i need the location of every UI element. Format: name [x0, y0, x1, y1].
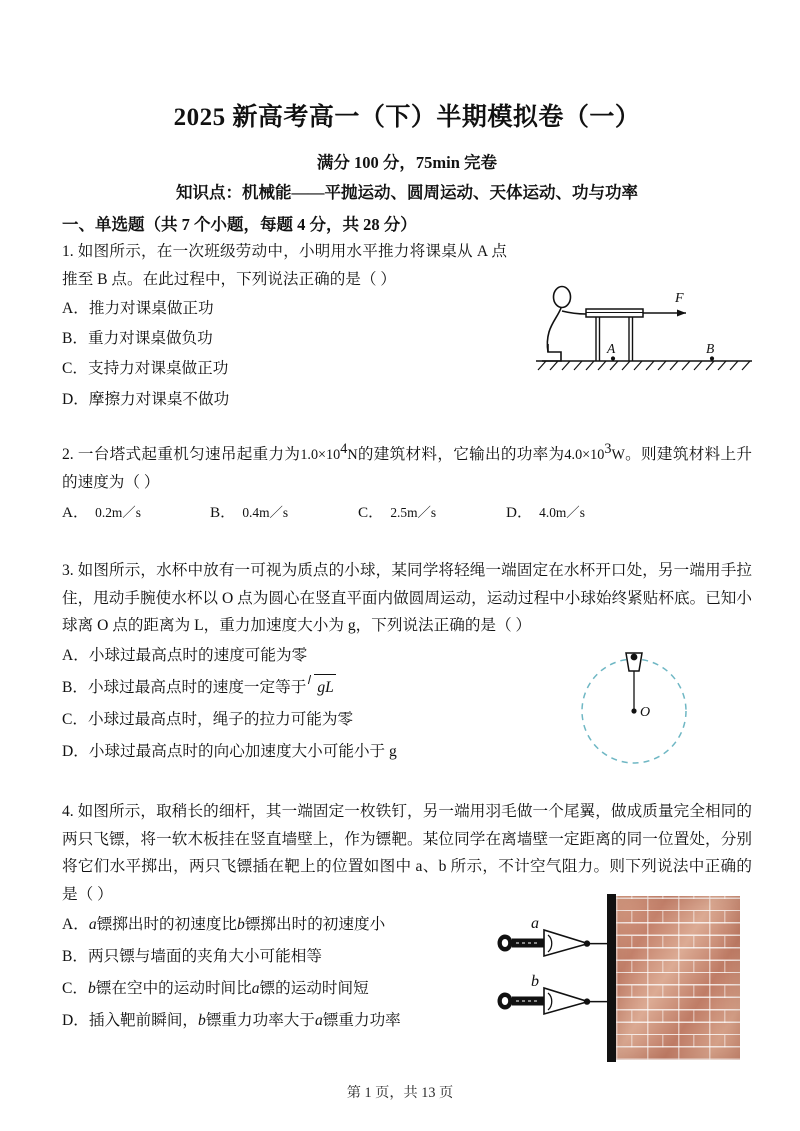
desk-push-figure — [528, 282, 760, 378]
question-2-option-d[interactable] — [506, 499, 654, 526]
question-3-option-c[interactable]: C．小球过最高点时，绳子的拉力可能为零 — [62, 710, 354, 728]
question-4-option-b-text: 两只镖与墙面的夹角大小可能相等 — [88, 947, 322, 965]
question-4-option-c-label: C． — [62, 979, 88, 997]
point-b-label: B — [706, 341, 715, 357]
question-3-option-d[interactable]: D．小球过最高点时的向心加速度大小可能小于 g — [62, 742, 397, 760]
question-4-option-a-mid: 镖掷出时的初速度比 — [96, 915, 238, 933]
question-1 — [62, 238, 752, 415]
question-2-stem-part1: 2. 一台塔式起重机匀速吊起重力为 — [62, 446, 301, 464]
person-body-icon — [547, 308, 561, 352]
dart-a-label: a — [531, 914, 539, 932]
question-2-value1-mantissa: 1.0×10 — [300, 447, 341, 464]
question-2-option-b-value: 0.4m／s — [242, 504, 289, 520]
question-4-option-d-var2: a — [315, 1011, 323, 1029]
question-4-option-d-label: D． — [62, 1011, 89, 1029]
question-4-option-a-var2: b — [237, 915, 245, 933]
section-heading-single-choice: 一、单选题（共 7 个小题，每题 4 分，共 28 分） — [62, 214, 417, 234]
question-2-value2-unit: W — [611, 447, 625, 464]
person-arm-icon — [562, 311, 586, 314]
question-1-option-b[interactable]: B．重力对课桌做负功 — [62, 330, 213, 348]
question-1-option-a[interactable]: A．推力对课桌做正功 — [62, 299, 214, 317]
darts-svg — [490, 894, 746, 1062]
question-4-option-b-label: B． — [62, 947, 88, 965]
exam-topic-line: 知识点：机械能——平抛运动、圆周运动、天体运动、功与功率 — [176, 183, 638, 203]
ball-icon — [631, 653, 638, 660]
question-2-option-c-label: C． — [358, 503, 384, 521]
question-2-option-a-value: 0.2m／s — [95, 504, 141, 520]
question-4-option-a-label: A． — [62, 915, 89, 933]
center-point-label: O — [640, 704, 651, 720]
question-4-option-a-var1: a — [88, 915, 97, 933]
dart-b-flight-icon — [544, 988, 588, 1014]
circular-motion-figure — [574, 649, 694, 767]
question-2-stem-part2: 的建筑材料，它输出的功率为 — [357, 446, 565, 464]
question-2-option-c[interactable] — [358, 499, 506, 526]
desk-push-svg — [528, 282, 760, 378]
point-b-marker-icon — [710, 357, 714, 361]
question-2 — [62, 441, 752, 526]
question-4-option-c-var2: a — [251, 979, 260, 997]
ground-hatching-icon — [538, 361, 750, 370]
sqrt-icon — [308, 672, 335, 704]
question-2-option-c-value: 2.5m／s — [390, 504, 437, 520]
question-2-stem — [62, 441, 752, 497]
person-head-icon — [554, 287, 571, 308]
question-4-option-a-end: 镖掷出时的初速度小 — [244, 915, 386, 933]
person-leg-icon — [542, 344, 561, 361]
question-2-option-a[interactable] — [62, 499, 210, 526]
question-4-option-d-tail: 镖重力功率 — [322, 1011, 401, 1029]
question-4-stem: 4. 如图所示，取稍长的细杆，其一端固定一枚铁钉，另一端用羽毛做一个尾翼，做成质量完全相同的两只飞镖，将一软木板挂在竖直墙壁上，作为镖靶。某位同学在离墙壁一定距离的同一位置处，分别将它们水平掷出，两只飞镖插在靶上的位置如图中 a、b 所示，不计空气阻力。则下列说法中正确的是（ ） — [62, 802, 752, 904]
dart-a-icon — [498, 915, 609, 956]
question-2-stem-part3: 。则建筑材料上升的速度为（ ） — [62, 446, 752, 492]
question-2-option-d-value: 4.0m／s — [539, 504, 585, 520]
question-4-option-d-var1: b — [198, 1011, 206, 1029]
question-1-option-d[interactable]: D．摩擦力对课桌不做功 — [62, 390, 230, 408]
question-2-value2-exponent: 3 — [604, 441, 612, 458]
dart-b-icon — [498, 973, 609, 1014]
question-4 — [62, 798, 752, 1037]
question-1-option-c[interactable]: C．支持力对课桌做正功 — [62, 360, 229, 378]
circular-motion-svg — [574, 649, 694, 767]
question-2-option-b[interactable] — [210, 499, 358, 526]
question-4-option-c-var1: b — [88, 979, 96, 997]
question-3-stem: 3. 如图所示，水杯中放有一可视为质点的小球，某同学将轻绳一端固定在水杯开口处，另一端用手拉住，甩动手腕使水杯以 O 点为圆心在竖直平面内做圆周运动，运动过程中小球始终紧贴杯底。已知小球离 O 点的距离为 L，重力加速度大小为 g，下列说法正确的是（ ） — [62, 561, 752, 635]
question-2-value1-exponent: 4 — [340, 441, 348, 458]
center-point-marker-icon — [631, 708, 636, 713]
dart-b-tail-hole-icon — [502, 997, 508, 1005]
question-3-option-a[interactable]: A．小球过最高点时的速度可能为零 — [62, 647, 308, 665]
question-2-option-b-label: B． — [210, 503, 236, 521]
question-3 — [62, 557, 752, 768]
question-2-value1-unit: N — [347, 447, 358, 464]
point-a-label: A — [607, 341, 616, 357]
page-footer: 第 1 页，共 13 页 — [346, 1085, 454, 1101]
question-4-option-c-end: 镖的运动时间短 — [259, 979, 369, 997]
dart-a-flight-icon — [544, 930, 588, 956]
question-4-option-c-mid: 镖在空中的运动时间比 — [95, 979, 252, 997]
question-2-option-a-label: A． — [62, 503, 89, 521]
desk-top-icon — [586, 309, 643, 317]
darts-wall-figure — [490, 894, 746, 1062]
question-2-options — [62, 499, 752, 526]
dart-a-tail-hole-icon — [502, 939, 508, 947]
question-4-option-d-mid: 插入靶前瞬间， — [88, 1011, 199, 1029]
question-3-option-b-radicand: gL — [317, 679, 334, 697]
point-a-marker-icon — [611, 357, 615, 361]
page-title: 2025 新高考高一（下）半期模拟卷（一） — [173, 104, 641, 131]
question-2-value2-mantissa: 4.0×10 — [564, 447, 605, 464]
question-3-option-b-text: B．小球过最高点时的速度一定等于 — [62, 679, 307, 697]
question-2-option-d-label: D． — [506, 503, 533, 521]
dart-b-label: b — [531, 972, 539, 990]
exam-subtitle: 满分 100 分，75min 完卷 — [316, 153, 498, 172]
page-content — [62, 0, 752, 1037]
question-1-stem: 1. 如图所示，在一次班级劳动中，小明用水平推力将课桌从 A 点推至 B 点。在此过程中，下列说法正确的是（ ） — [62, 243, 507, 288]
force-label: F — [675, 291, 684, 307]
force-arrow-head-icon — [677, 310, 686, 317]
question-4-option-d-end: 镖重力功率大于 — [205, 1011, 315, 1029]
